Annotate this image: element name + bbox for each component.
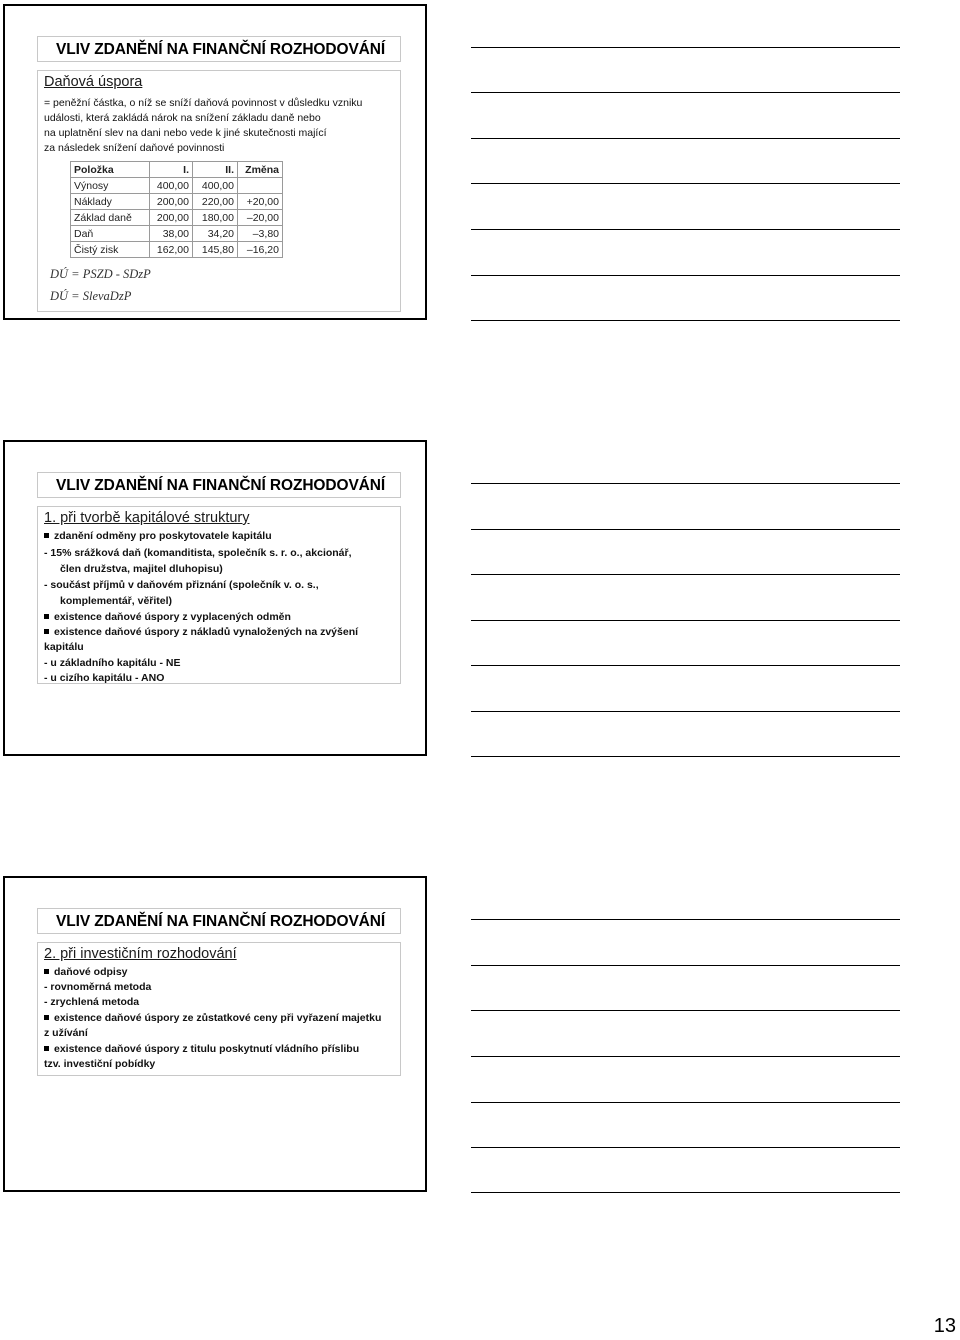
table-cell: 38,00 [150, 226, 193, 242]
text-line: = peněžní částka, o níž se sníží daňová povinnost v důsledku vzniku [44, 97, 363, 109]
notes-line [471, 756, 900, 757]
list-item: - u cizího kapitálu - ANO [44, 672, 165, 684]
table-row [71, 242, 283, 258]
notes-line [471, 483, 900, 484]
list-item: člen družstva, majitel dluhopisu) [60, 563, 223, 575]
slide-content [37, 506, 401, 684]
table-header: Položka [71, 162, 150, 178]
formula: DÚ = SlevaDzP [50, 289, 132, 303]
bullet-icon [44, 1046, 49, 1051]
notes-line [471, 574, 900, 575]
notes-line [471, 1192, 900, 1193]
bullet-icon [44, 1015, 49, 1020]
list-item: daňové odpisy [44, 966, 128, 978]
list-item: existence daňové úspory z vyplacených odměn [44, 611, 291, 623]
notes-line [471, 47, 900, 48]
table-cell: 145,80 [193, 242, 238, 258]
table-cell [238, 178, 283, 194]
table-header: II. [193, 162, 238, 178]
table-cell: –3,80 [238, 226, 283, 242]
bullet-icon [44, 969, 49, 974]
table-cell: Výnosy [71, 178, 150, 194]
table-cell: –20,00 [238, 210, 283, 226]
list-item: existence daňové úspory z titulu poskytnutí vládního příslibu [44, 1043, 359, 1055]
notes-line [471, 1147, 900, 1148]
text-line: za následek snížení daňové povinnosti [44, 142, 225, 154]
list-item: existence daňové úspory z nákladů vynaložených na zvýšení [44, 626, 358, 638]
table-cell: 162,00 [150, 242, 193, 258]
table-header: Změna [238, 162, 283, 178]
list-item: - rovnoměrná metoda [44, 981, 152, 993]
list-item: tzv. investiční pobídky [44, 1058, 156, 1070]
table-cell: 400,00 [150, 178, 193, 194]
notes-line [471, 1102, 900, 1103]
notes-line [471, 529, 900, 530]
notes-line [471, 320, 900, 321]
page-number: 13 [933, 1315, 956, 1337]
notes-line [471, 183, 900, 184]
notes-line [471, 620, 900, 621]
table-header-row [71, 162, 283, 178]
table-cell: +20,00 [238, 194, 283, 210]
list-item: kapitálu [44, 641, 84, 653]
list-item: - zrychlená metoda [44, 996, 140, 1008]
notes-line [471, 138, 900, 139]
slide-heading: Daňová úspora [44, 74, 143, 90]
table-cell: Základ daně [71, 210, 150, 226]
notes-line [471, 919, 900, 920]
notes-line [471, 229, 900, 230]
table-cell: 200,00 [150, 210, 193, 226]
list-item: - 15% srážková daň (komanditista, společník s. r. o., akcionář, [44, 547, 352, 559]
slide-title: VLIV ZDANĚNÍ NA FINANČNÍ ROZHODOVÁNÍ [37, 908, 401, 934]
table-row [71, 226, 283, 242]
table-cell: 400,00 [193, 178, 238, 194]
slide-heading: 2. při investičním rozhodování [44, 946, 237, 962]
tax-saving-table [70, 161, 283, 258]
notes-line [471, 92, 900, 93]
list-item: - u základního kapitálu - NE [44, 657, 181, 669]
table-cell: Čistý zisk [71, 242, 150, 258]
table-cell: Daň [71, 226, 150, 242]
table-row [71, 178, 283, 194]
table-cell: 220,00 [193, 194, 238, 210]
list-item: zdanění odměny pro poskytovatele kapitálu [44, 530, 272, 542]
slide-1 [3, 4, 427, 320]
notes-line [471, 711, 900, 712]
text-line: události, která zakládá nárok na snížení základu daně nebo [44, 112, 321, 124]
notes-line [471, 275, 900, 276]
bullet-icon [44, 533, 49, 538]
notes-line [471, 1010, 900, 1011]
list-item: - součást příjmů v daňovém přiznání (společník v. o. s., [44, 579, 319, 591]
slide-title: VLIV ZDANĚNÍ NA FINANČNÍ ROZHODOVÁNÍ [37, 36, 401, 62]
formula: DÚ = PSZD - SDzP [50, 267, 151, 281]
list-item: komplementář, věřitel) [60, 595, 173, 607]
bullet-icon [44, 629, 49, 634]
table-cell: 34,20 [193, 226, 238, 242]
slide-3 [3, 876, 427, 1192]
notes-line [471, 1056, 900, 1057]
table-header: I. [150, 162, 193, 178]
bullet-icon [44, 614, 49, 619]
table-row [71, 194, 283, 210]
slide-title: VLIV ZDANĚNÍ NA FINANČNÍ ROZHODOVÁNÍ [37, 472, 401, 498]
slide-2 [3, 440, 427, 756]
slide-content [37, 70, 401, 312]
notes-line [471, 665, 900, 666]
list-item: z užívání [44, 1027, 88, 1039]
table-cell: –16,20 [238, 242, 283, 258]
slide-heading: 1. při tvorbě kapitálové struktury [44, 510, 250, 526]
table-cell: 180,00 [193, 210, 238, 226]
text-line: na uplatnění slev na dani nebo vede k jiné skutečnosti mající [44, 127, 327, 139]
notes-line [471, 965, 900, 966]
table-row [71, 210, 283, 226]
slide-content [37, 942, 401, 1076]
table-cell: Náklady [71, 194, 150, 210]
list-item: existence daňové úspory ze zůstatkové ceny při vyřazení majetku [44, 1012, 381, 1024]
table-cell: 200,00 [150, 194, 193, 210]
